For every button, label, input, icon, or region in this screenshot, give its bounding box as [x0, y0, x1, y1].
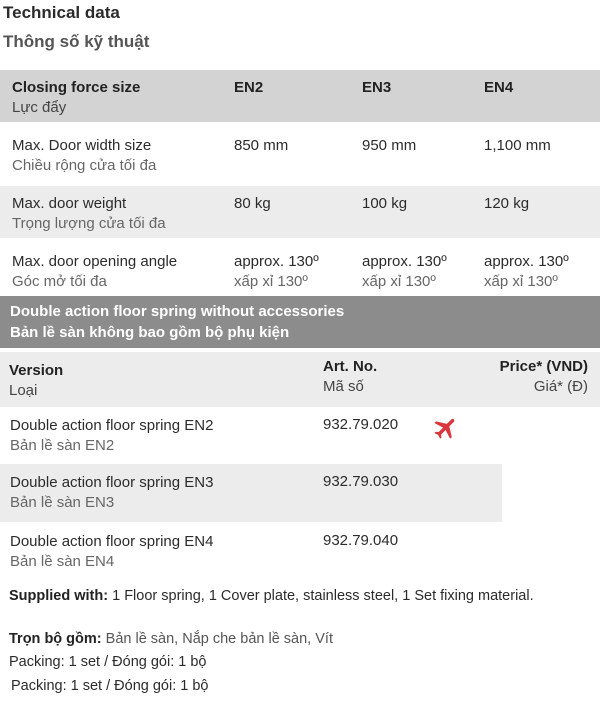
title-en: Technical data [3, 3, 120, 22]
tech-row-angle [0, 244, 600, 296]
version-row-en3 [0, 464, 502, 522]
value-en3: 950 mm [362, 137, 417, 154]
price-label: Price* (VND) [499, 358, 588, 375]
band-title-vi: Bản lề sàn không bao gồm bộ phụ kiện [10, 324, 290, 341]
value-en2: 850 mm [234, 137, 289, 154]
section-band [0, 296, 600, 348]
row-label-vi: Chiều rộng cửa tối đa [12, 157, 157, 174]
airplane-icon [432, 414, 460, 442]
row-label-en: Max. Door width size [12, 137, 152, 154]
price-label-vi: Giá* (Đ) [533, 378, 588, 395]
tronbo-text: Bản lề sàn, Nắp che bản lề sàn, Vít [101, 631, 333, 647]
tech-row-weight [0, 186, 600, 238]
packing-line-1: Packing: 1 set / Đóng gói: 1 bộ [9, 654, 207, 670]
price-column-header [500, 357, 588, 397]
art-number: 932.79.030 [323, 473, 399, 490]
value-en: approx. 130º [362, 253, 447, 270]
tronbo-label: Trọn bộ gồm: [9, 631, 102, 647]
closing-force-label [12, 78, 232, 118]
version-name-vi: Bản lề sàn EN4 [10, 553, 115, 570]
technical-data-table [0, 70, 600, 302]
row-label-en: Max. door opening angle [12, 253, 178, 270]
row-label-vi: Góc mở tối đa [12, 273, 107, 290]
value-en: approx. 130º [484, 253, 569, 270]
value-vi: xấp xỉ 130º [362, 273, 436, 290]
tech-row-width [0, 128, 600, 180]
value-en2: 80 kg [234, 195, 271, 212]
title-vi: Thông số kỹ thuật [3, 32, 150, 51]
art-number: 932.79.040 [323, 532, 399, 549]
supplied-text: 1 Floor spring, 1 Cover plate, stainless steel, 1 Set fixing material. [108, 588, 534, 604]
band-title-en: Double action floor spring without accessories [10, 303, 345, 320]
col-en2: EN2 [234, 79, 264, 96]
version-label-vi: Loại [9, 382, 38, 399]
row-label-vi: Trọng lượng cửa tối đa [12, 215, 166, 232]
col-en4: EN4 [484, 79, 514, 96]
version-row-en2 [0, 407, 502, 465]
tech-header-row [0, 70, 600, 122]
version-row-en4 [0, 523, 502, 581]
art-label-vi: Mã số [323, 378, 364, 395]
version-name [10, 416, 213, 456]
col-en3: EN3 [362, 79, 392, 96]
row-label-en: Max. door weight [12, 195, 127, 212]
art-label: Art. No. [323, 358, 378, 375]
row-label [12, 252, 232, 292]
version-header-row [0, 352, 600, 407]
row-label [12, 136, 232, 176]
version-name-en: Double action floor spring EN2 [10, 417, 214, 434]
value-en4 [484, 252, 600, 292]
value-en3: 100 kg [362, 195, 408, 212]
value-en2 [234, 252, 359, 292]
row-label [12, 194, 232, 234]
version-name-en: Double action floor spring EN3 [10, 474, 214, 491]
version-name-vi: Bản lề sàn EN3 [10, 494, 115, 511]
art-number: 932.79.020 [323, 416, 399, 433]
value-vi: xấp xỉ 130º [234, 273, 308, 290]
header-label-en: Closing force size [12, 79, 141, 96]
version-label: Version [9, 362, 64, 379]
packing-line-2: Packing: 1 set / Đóng gói: 1 bộ [11, 678, 209, 694]
version-column-header [9, 361, 63, 401]
version-name-vi: Bản lề sàn EN2 [10, 437, 115, 454]
version-name [10, 473, 213, 513]
value-vi: xấp xỉ 130º [484, 273, 558, 290]
header-label-vi: Lực đẩy [12, 99, 67, 116]
version-name [10, 532, 213, 572]
value-en: approx. 130º [234, 253, 319, 270]
value-en4: 120 kg [484, 195, 530, 212]
version-name-en: Double action floor spring EN4 [10, 533, 214, 550]
art-column-header [323, 357, 377, 397]
supplied-label: Supplied with: [9, 588, 109, 604]
value-en4: 1,100 mm [484, 137, 551, 154]
tron-bo-text [9, 629, 333, 649]
value-en3 [362, 252, 482, 292]
supplied-with-text [9, 586, 594, 606]
